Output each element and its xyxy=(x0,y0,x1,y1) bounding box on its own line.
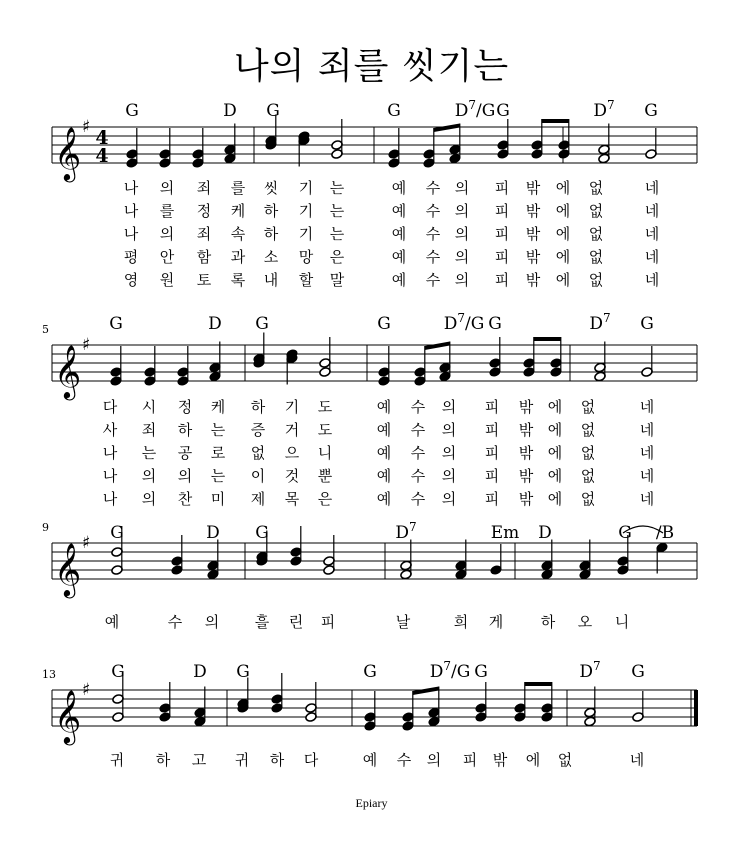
lyric-syllable: 정 xyxy=(177,398,193,416)
lyric-syllable: 예 xyxy=(376,490,392,508)
lyric-syllable: 없 xyxy=(588,271,604,289)
chord-symbol: $D^7/G$ xyxy=(429,659,471,682)
lyric-syllable: 밖 xyxy=(525,179,541,197)
chord-symbol: G xyxy=(618,523,632,543)
lyric-syllable: 밖 xyxy=(518,398,534,416)
lyric-syllable: 에 xyxy=(547,467,563,485)
chord-symbol: G xyxy=(125,101,139,121)
lyric-syllable: 밖 xyxy=(525,271,541,289)
lyric-syllable: 피 xyxy=(494,248,510,266)
lyric-syllable: 밖 xyxy=(518,490,534,508)
chord-symbol: G xyxy=(266,101,280,121)
lyric-syllable: 의 xyxy=(454,248,470,266)
lyric-syllable: 수 xyxy=(425,225,441,243)
lyric-syllable: 안 xyxy=(159,248,175,266)
lyric-syllable: 피 xyxy=(484,467,500,485)
lyric-syllable: 귀 xyxy=(234,751,250,769)
beam xyxy=(525,682,552,686)
chord-symbol: $D^7$ xyxy=(593,98,615,121)
measure-number: 9 xyxy=(42,521,49,534)
lyric-syllable: 예 xyxy=(391,179,407,197)
chord-symbol: G xyxy=(363,662,377,682)
system-4 xyxy=(42,659,698,769)
lyric-syllable: 하 xyxy=(263,225,279,243)
lyric-syllable: 것 xyxy=(284,467,300,485)
time-signature-bottom: 4 xyxy=(95,145,109,167)
lyric-syllable: 니 xyxy=(317,444,333,462)
lyric-syllable: 린 xyxy=(288,613,304,631)
lyric-syllable: 에 xyxy=(525,751,541,769)
lyric-syllable: 밖 xyxy=(525,202,541,220)
lyric-syllable: 피 xyxy=(484,490,500,508)
lyric-syllable: 제 xyxy=(250,490,266,508)
lyric-syllable: 도 xyxy=(317,421,333,439)
lyric-syllable: 의 xyxy=(454,225,470,243)
lyric-syllable: 속 xyxy=(230,225,246,243)
lyric-syllable: 나 xyxy=(123,179,139,197)
lyric-syllable: 의 xyxy=(454,179,470,197)
lyric-syllable: 는 xyxy=(329,225,345,243)
lyric-syllable: 피 xyxy=(462,751,478,769)
lyric-syllable: 기 xyxy=(298,202,314,220)
lyric-syllable: 원 xyxy=(159,271,175,289)
lyric-syllable: 피 xyxy=(494,225,510,243)
song-title: 나의 죄를 씻기는 xyxy=(233,46,510,87)
lyric-syllable: 하 xyxy=(155,751,171,769)
lyric-syllable: 영 xyxy=(123,271,139,289)
sharp-icon: ♯ xyxy=(82,117,91,137)
lyric-syllable: 다 xyxy=(102,398,118,416)
lyric-syllable: 에 xyxy=(547,444,563,462)
treble-clef-icon: 𝄞 xyxy=(54,689,82,743)
lyric-syllable: 의 xyxy=(426,751,442,769)
lyric-syllable: 네 xyxy=(639,444,655,462)
chord-symbol: G xyxy=(377,314,391,334)
lyric-syllable: 흘 xyxy=(254,613,270,631)
lyric-syllable: 는 xyxy=(210,421,226,439)
lyric-syllable: 밖 xyxy=(525,225,541,243)
lyric-syllable: 말 xyxy=(329,271,345,289)
lyric-syllable: 없 xyxy=(588,248,604,266)
lyric-syllable: 없 xyxy=(557,751,573,769)
chord-symbol: D xyxy=(206,523,220,543)
lyric-syllable: 하 xyxy=(250,398,266,416)
lyric-syllable: 밖 xyxy=(525,248,541,266)
lyric-syllable: 에 xyxy=(555,179,571,197)
lyric-syllable: 의 xyxy=(454,271,470,289)
arranger-credit: Epiary xyxy=(355,796,388,810)
lyric-syllable: 예 xyxy=(376,444,392,462)
lyric-syllable: 은 xyxy=(329,248,345,266)
lyric-syllable: 의 xyxy=(441,421,457,439)
lyric-syllable: 에 xyxy=(555,202,571,220)
lyric-syllable: 오 xyxy=(577,613,593,631)
lyric-syllable: 수 xyxy=(410,490,426,508)
lyric-syllable: 수 xyxy=(425,248,441,266)
treble-clef-icon: 𝄞 xyxy=(54,542,82,596)
lyric-syllable: 의 xyxy=(441,490,457,508)
lyric-syllable: 예 xyxy=(391,202,407,220)
lyric-syllable: 의 xyxy=(441,467,457,485)
lyric-syllable: 는 xyxy=(329,202,345,220)
chord-symbol: /B xyxy=(655,523,675,543)
lyric-syllable: 없 xyxy=(580,467,596,485)
lyric-syllable: 뿐 xyxy=(317,467,333,485)
chord-symbol: G xyxy=(488,314,502,334)
chord-symbol: D xyxy=(193,662,207,682)
lyric-syllable: 의 xyxy=(441,398,457,416)
lyric-syllable: 도 xyxy=(317,398,333,416)
lyric-syllable: 수 xyxy=(425,271,441,289)
beam xyxy=(542,119,569,123)
lyric-syllable: 수 xyxy=(410,444,426,462)
lyric-syllable: 를 xyxy=(230,179,246,197)
time-signature-top: 4 xyxy=(95,127,109,149)
lyric-syllable: 정 xyxy=(196,202,212,220)
lyric-syllable: 수 xyxy=(167,613,183,631)
lyric-syllable: 평 xyxy=(123,248,139,266)
measure-number: 5 xyxy=(42,323,49,336)
lyric-syllable: 함 xyxy=(196,248,212,266)
lyric-syllable: 피 xyxy=(484,444,500,462)
lyric-syllable: 나 xyxy=(102,490,118,508)
lyric-syllable: 없 xyxy=(588,202,604,220)
lyric-syllable: 에 xyxy=(555,271,571,289)
lyric-syllable: 이 xyxy=(250,467,266,485)
chord-symbol: G xyxy=(640,314,654,334)
lyric-syllable: 네 xyxy=(644,248,660,266)
lyric-syllable: 고 xyxy=(191,751,207,769)
chord-symbol: G xyxy=(496,101,510,121)
lyric-syllable: 기 xyxy=(298,225,314,243)
chord-symbol: G xyxy=(644,101,658,121)
chord-symbol: D xyxy=(538,523,552,543)
lyric-syllable: 증 xyxy=(250,421,266,439)
lyric-syllable: 나 xyxy=(102,467,118,485)
lyric-syllable: 밖 xyxy=(492,751,508,769)
lyric-syllable: 시 xyxy=(141,398,157,416)
lyric-syllable: 피 xyxy=(484,421,500,439)
lyric-syllable: 를 xyxy=(159,202,175,220)
lyric-syllable: 피 xyxy=(320,613,336,631)
lyric-syllable: 없 xyxy=(580,421,596,439)
chord-symbol: G xyxy=(255,523,269,543)
lyric-syllable: 의 xyxy=(141,467,157,485)
lyric-syllable: 네 xyxy=(644,179,660,197)
lyric-syllable: 는 xyxy=(210,467,226,485)
lyric-syllable: 의 xyxy=(177,467,193,485)
lyric-syllable: 수 xyxy=(425,179,441,197)
lyric-syllable: 의 xyxy=(159,225,175,243)
lyric-syllable: 희 xyxy=(453,613,469,631)
lyric-syllable: 밖 xyxy=(518,421,534,439)
lyric-syllable: 거 xyxy=(284,421,300,439)
lyric-syllable: 피 xyxy=(494,202,510,220)
chord-symbol: $D^7$ xyxy=(579,659,601,682)
lyric-syllable: 씻 xyxy=(263,179,279,197)
lyric-syllable: 네 xyxy=(644,225,660,243)
beam xyxy=(534,337,561,341)
final-barline-thick xyxy=(694,690,698,726)
chord-symbol: D xyxy=(208,314,222,334)
lyric-syllable: 기 xyxy=(298,179,314,197)
lyric-syllable: 공 xyxy=(177,444,193,462)
lyric-syllable: 없 xyxy=(588,225,604,243)
lyric-syllable: 소 xyxy=(263,248,279,266)
lyric-syllable: 수 xyxy=(410,421,426,439)
sharp-icon: ♯ xyxy=(82,680,91,700)
lyric-syllable: 목 xyxy=(284,490,300,508)
lyric-syllable: 니 xyxy=(614,613,630,631)
lyric-syllable: 하 xyxy=(263,202,279,220)
lyric-syllable: 예 xyxy=(376,421,392,439)
lyric-syllable: 에 xyxy=(555,248,571,266)
lyric-syllable: 토 xyxy=(196,271,212,289)
lyric-syllable: 네 xyxy=(639,398,655,416)
lyric-syllable: 에 xyxy=(547,421,563,439)
lyric-syllable: 죄 xyxy=(196,225,212,243)
lyric-syllable: 하 xyxy=(540,613,556,631)
lyric-syllable: 없 xyxy=(588,179,604,197)
lyric-syllable: 사 xyxy=(102,421,118,439)
chord-symbol: $D^7$ xyxy=(589,311,611,334)
lyric-syllable: 기 xyxy=(284,398,300,416)
chord-symbol: $D^7/G$ xyxy=(443,311,485,334)
lyric-syllable: 나 xyxy=(102,444,118,462)
chord-symbol: G xyxy=(110,523,124,543)
sharp-icon: ♯ xyxy=(82,335,91,355)
lyric-syllable: 으 xyxy=(284,444,300,462)
chord-symbol: G xyxy=(474,662,488,682)
lyric-syllable: 의 xyxy=(141,490,157,508)
lyric-syllable: 다 xyxy=(303,751,319,769)
chord-symbol: G xyxy=(111,662,125,682)
lyric-syllable: 밖 xyxy=(518,444,534,462)
lyric-syllable: 예 xyxy=(362,751,378,769)
lyric-syllable: 네 xyxy=(644,202,660,220)
lyric-syllable: 의 xyxy=(204,613,220,631)
lyric-syllable: 피 xyxy=(484,398,500,416)
chord-symbol: $D^7$ xyxy=(395,520,417,543)
lyric-syllable: 미 xyxy=(210,490,226,508)
sharp-icon: ♯ xyxy=(82,533,91,553)
lyric-syllable: 죄 xyxy=(196,179,212,197)
lyric-syllable: 케 xyxy=(230,202,246,220)
lyric-syllable: 귀 xyxy=(109,751,125,769)
chord-symbol: G xyxy=(236,662,250,682)
system-1 xyxy=(52,98,697,289)
lyric-syllable: 케 xyxy=(210,398,226,416)
lyric-syllable: 는 xyxy=(329,179,345,197)
lyric-syllable: 없 xyxy=(580,490,596,508)
lyric-syllable: 예 xyxy=(376,467,392,485)
lyric-syllable: 네 xyxy=(629,751,645,769)
lyric-syllable: 없 xyxy=(580,444,596,462)
lyric-syllable: 하 xyxy=(177,421,193,439)
lyric-syllable: 에 xyxy=(547,398,563,416)
lyric-syllable: 과 xyxy=(230,248,246,266)
lyric-syllable: 할 xyxy=(298,271,314,289)
lyric-syllable: 없 xyxy=(250,444,266,462)
lyric-syllable: 예 xyxy=(391,271,407,289)
lyric-syllable: 피 xyxy=(494,179,510,197)
lyric-syllable: 나 xyxy=(123,202,139,220)
lyric-syllable: 네 xyxy=(644,271,660,289)
lyric-syllable: 네 xyxy=(639,490,655,508)
lyric-syllable: 록 xyxy=(230,271,246,289)
lyric-syllable: 의 xyxy=(454,202,470,220)
lyric-syllable: 수 xyxy=(425,202,441,220)
beam xyxy=(425,342,450,351)
lyric-syllable: 의 xyxy=(441,444,457,462)
chord-symbol: D xyxy=(223,101,237,121)
lyric-syllable: 죄 xyxy=(141,421,157,439)
lyric-syllable: 찬 xyxy=(177,490,193,508)
lyric-syllable: 예 xyxy=(104,613,120,631)
lyric-syllable: 예 xyxy=(391,225,407,243)
lyric-syllable: 예 xyxy=(391,248,407,266)
chord-symbol: G xyxy=(109,314,123,334)
beam xyxy=(413,687,439,696)
lyric-syllable: 의 xyxy=(159,179,175,197)
chord-symbol: G xyxy=(387,101,401,121)
lyric-syllable: 수 xyxy=(410,398,426,416)
lyric-syllable: 나 xyxy=(123,225,139,243)
chord-symbol: G xyxy=(255,314,269,334)
lyric-syllable: 예 xyxy=(376,398,392,416)
lyric-syllable: 네 xyxy=(639,467,655,485)
lyric-syllable: 로 xyxy=(210,444,226,462)
lyric-syllable: 없 xyxy=(580,398,596,416)
lyric-syllable: 피 xyxy=(494,271,510,289)
measure-number: 13 xyxy=(42,668,56,681)
lyric-syllable: 게 xyxy=(488,613,504,631)
treble-clef-icon: 𝄞 xyxy=(54,344,82,398)
lyric-syllable: 망 xyxy=(298,248,314,266)
lyric-syllable: 수 xyxy=(396,751,412,769)
lyric-syllable: 에 xyxy=(547,490,563,508)
system-3 xyxy=(42,520,697,631)
chord-symbol: Em xyxy=(490,523,520,543)
lyric-syllable: 밖 xyxy=(518,467,534,485)
treble-clef-icon: 𝄞 xyxy=(54,126,82,180)
lyric-syllable: 하 xyxy=(269,751,285,769)
system-2 xyxy=(42,311,697,508)
chord-symbol: G xyxy=(631,662,645,682)
lyric-syllable: 는 xyxy=(141,444,157,462)
lyric-syllable: 날 xyxy=(395,613,411,631)
lyric-syllable: 은 xyxy=(317,490,333,508)
lyric-syllable: 내 xyxy=(263,271,279,289)
lyric-syllable: 네 xyxy=(639,421,655,439)
lyric-syllable: 수 xyxy=(410,467,426,485)
beam xyxy=(434,124,460,133)
chord-symbol: $D^7/G$ xyxy=(454,98,496,121)
lyric-syllable: 에 xyxy=(555,225,571,243)
